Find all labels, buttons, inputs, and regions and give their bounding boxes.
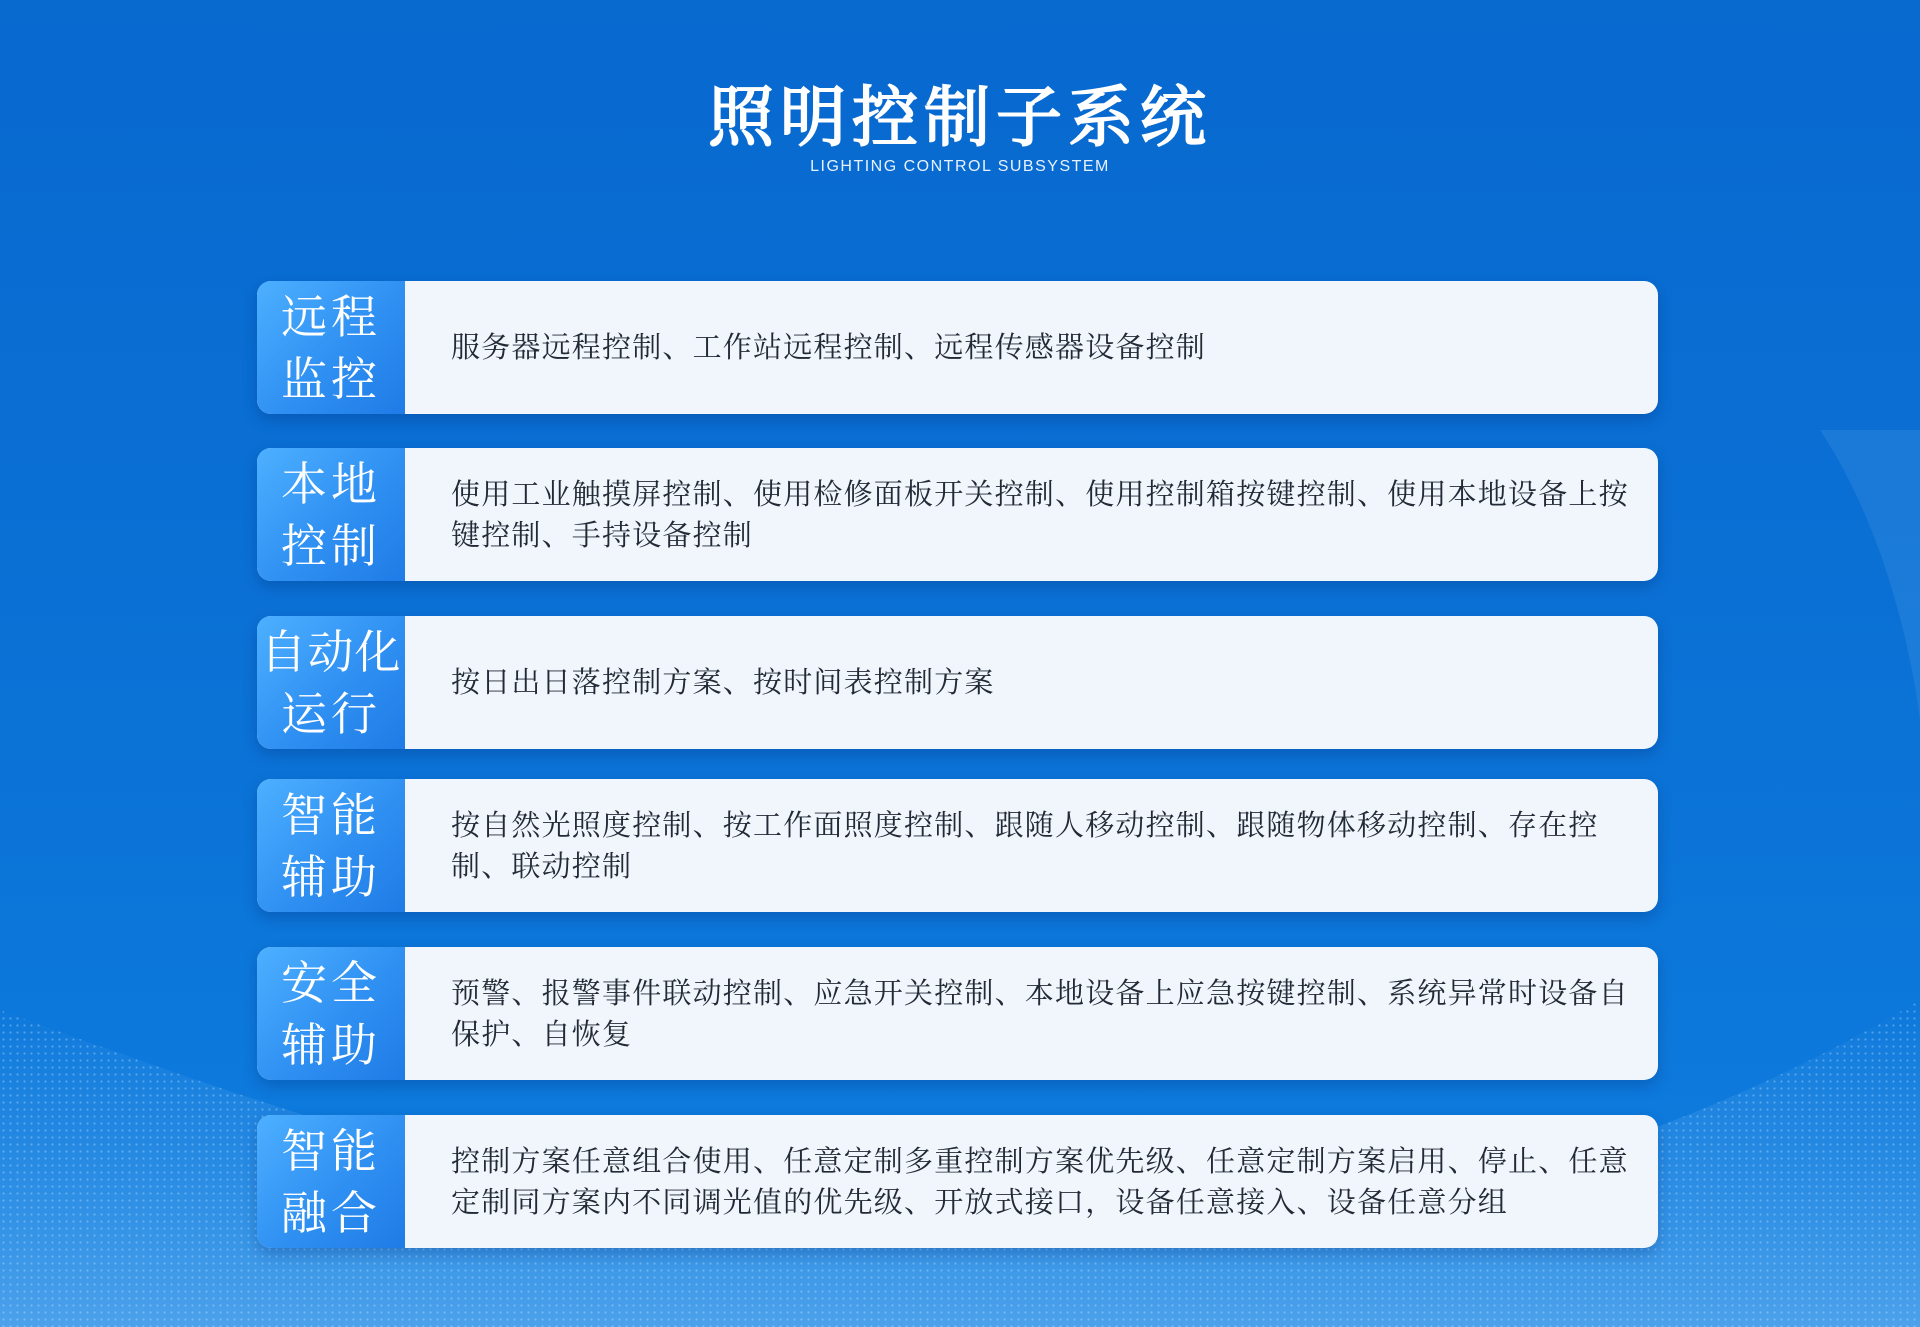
feature-card-automated-operation bbox=[257, 616, 1658, 749]
feature-card-label bbox=[257, 616, 405, 749]
feature-card-label bbox=[257, 779, 405, 912]
feature-card-label bbox=[257, 448, 405, 581]
feature-card-description-text: 按日出日落控制方案、按时间表控制方案 bbox=[451, 665, 995, 699]
page-title: 照明控制子系统 bbox=[708, 79, 1212, 156]
feature-card-description bbox=[451, 947, 1652, 1080]
feature-card-label bbox=[257, 281, 405, 414]
page-subtitle: LIGHTING CONTROL SUBSYSTEM bbox=[810, 158, 1110, 175]
feature-card-smart-assist bbox=[257, 779, 1658, 912]
feature-card-smart-integration bbox=[257, 1115, 1658, 1248]
feature-card-local-control bbox=[257, 448, 1658, 581]
feature-card-label-line: 运行 bbox=[281, 686, 381, 741]
feature-card-label-line: 远程 bbox=[281, 289, 381, 344]
feature-card-label-line: 辅助 bbox=[281, 849, 381, 904]
feature-card-label-line: 安全 bbox=[281, 955, 381, 1010]
feature-card-label-line: 自动化 bbox=[260, 624, 402, 679]
feature-card-description bbox=[451, 1115, 1652, 1248]
feature-card-description-text: 按自然光照度控制、按工作面照度控制、跟随人移动控制、跟随物体移动控制、存在控制、联动控制 bbox=[451, 807, 1599, 883]
feature-card-description bbox=[451, 779, 1652, 912]
feature-card-description bbox=[451, 281, 1652, 414]
feature-card-remote-monitoring bbox=[257, 281, 1658, 414]
feature-card-label-line: 智能 bbox=[281, 787, 381, 842]
feature-card-label bbox=[257, 1115, 405, 1248]
feature-card-label-line: 控制 bbox=[281, 518, 381, 573]
feature-card-label bbox=[257, 947, 405, 1080]
feature-card-label-line: 本地 bbox=[281, 456, 381, 511]
feature-card-label-line: 智能 bbox=[281, 1123, 381, 1178]
feature-card-label-line: 辅助 bbox=[281, 1017, 381, 1072]
feature-card-label-line: 融合 bbox=[281, 1185, 381, 1240]
feature-card-description bbox=[451, 448, 1652, 581]
feature-card-description-text: 预警、报警事件联动控制、应急开关控制、本地设备上应急按键控制、系统异常时设备自保护、自恢复 bbox=[451, 975, 1629, 1051]
feature-card-description bbox=[451, 616, 1652, 749]
feature-card-description-text: 使用工业触摸屏控制、使用检修面板开关控制、使用控制箱按键控制、使用本地设备上按键控制、手持设备控制 bbox=[451, 476, 1629, 552]
feature-card-label-line: 监控 bbox=[281, 351, 381, 406]
feature-card-safety-assist bbox=[257, 947, 1658, 1080]
feature-card-description-text: 控制方案任意组合使用、任意定制多重控制方案优先级、任意定制方案启用、停止、任意定制同方案内不同调光值的优先级、开放式接口，设备任意接入、设备任意分组 bbox=[451, 1143, 1629, 1219]
feature-card-description-text: 服务器远程控制、工作站远程控制、远程传感器设备控制 bbox=[451, 330, 1207, 364]
